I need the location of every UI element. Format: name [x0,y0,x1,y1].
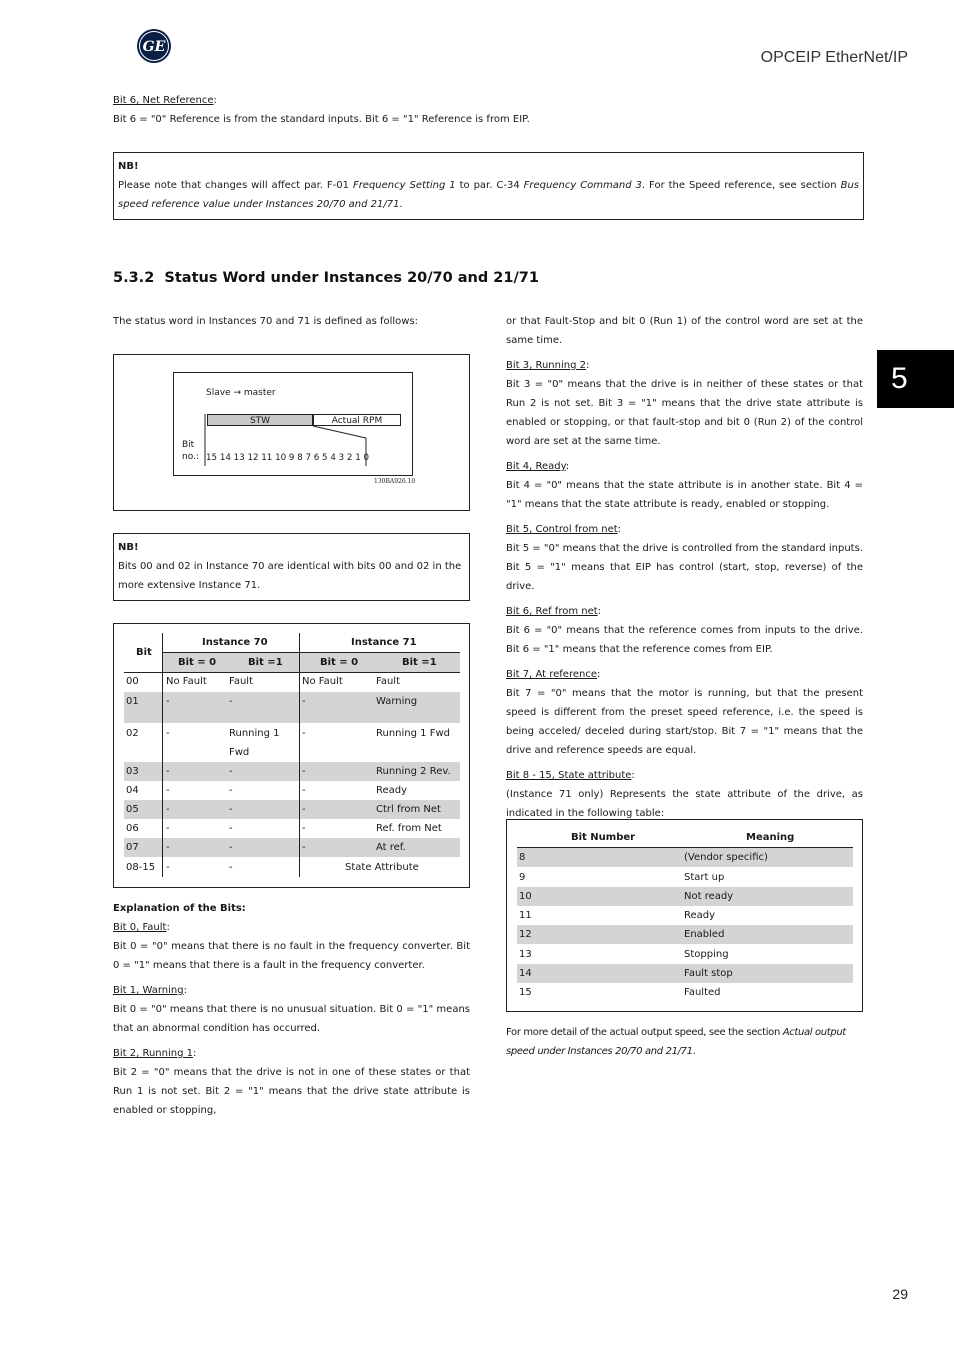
cell-bit-number: 13 [519,949,532,960]
intro-text: The status word in Instances 70 and 71 is defined as follows: [113,316,419,327]
cell-bit: 01 [126,696,139,707]
cell-meaning: Enabled [684,929,725,940]
section-heading: 5.3.2 Status Word under Instances 20/70 and 21/71 [113,270,539,286]
continuation-text: or that Fault-Stop and bit 0 (Run 1) of the control word are set at the same time. [506,316,863,346]
bit0-text: Bit 0 = "0" means that there is no fault in the frequency converter. Bit 0 = "1" means that there is a fault in the frequency converter. [113,941,470,971]
cell: Ref. from Net [376,823,442,834]
bit5-text: Bit 5 = "0" means that the drive is controlled from the standard inputs. Bit 5 = "1" means that EIP has control (start, stop, reverse) of the drive. [506,543,863,592]
bit2-text: Bit 2 = "0" means that the drive is not in one of these states or that Run 1 is not set. Bit 2 = "1" means that the drive state attribute is enabled or stopping, [113,1067,470,1116]
bit5-heading: Bit 5, Control from net: [506,524,622,535]
cell: Fault [376,676,400,687]
stw-box: STW [207,414,313,426]
cell-meaning: Ready [684,910,716,921]
cell-meaning: Not ready [684,891,734,902]
table-row [517,906,853,925]
table-row [124,800,460,819]
bit-number-header: Bit Number [571,832,636,843]
cell: - [229,823,233,834]
bit6-net-reference-text: Bit 6 = "0" Reference is from the standard inputs. Bit 6 = "1" Reference is from EIP. [113,114,530,125]
cell: - [166,696,170,707]
cell-bit-number: 10 [519,891,532,902]
sub-header: Bit = 0 [320,657,359,668]
cell: - [229,766,233,777]
bit7-text: Bit 7 = "0" means that the motor is running, but that the present speed is different from the preset speed reference, i.e. the speed is being acceled/ deceled during start/stop. Bit 7 = "1" means that the drive and reference speeds are equal. [506,688,863,756]
table-row [517,964,853,983]
cell-bit: 05 [126,804,139,815]
cell: - [302,766,306,777]
sub-header: Bit =1 [402,657,437,668]
cell: - [229,862,233,873]
sub-header: Bit = 0 [178,657,217,668]
cell: - [302,842,306,853]
cell: Running 1 Fwd [376,728,450,739]
table-row [124,692,460,723]
cell: - [302,728,306,739]
cell: - [302,785,306,796]
cell: - [229,785,233,796]
table-row [124,838,460,857]
bit8-15-text: (Instance 71 only) Represents the state attribute of the drive, as indicated in the following table: [506,789,863,819]
cell: - [166,785,170,796]
bit2-heading: Bit 2, Running 1: [113,1048,197,1059]
instance71-header: Instance 71 [351,637,417,648]
svg-text:GE: GE [142,39,166,55]
cell: Running 1 [229,728,280,739]
table-row [124,724,460,762]
bit1-text: Bit 0 = "0" means that there is no unusual situation. Bit 0 = "1" means that an abnormal condition has occurred. [113,1004,470,1034]
cell: State Attribute [345,862,419,873]
cell: Warning [376,696,418,707]
bit3-heading: Bit 3, Running 2: [506,360,590,371]
table-row [124,858,460,878]
table-row [517,868,853,887]
cell: Ctrl from Net [376,804,441,815]
bit6-text: Bit 6 = "0" means that the reference comes from inputs to the drive. Bit 6 = "1" means that the reference comes from EIP. [506,625,863,655]
table-row [124,819,460,838]
cell: Fwd [229,747,250,758]
note-text: Bits 00 and 02 in Instance 70 are identical with bits 00 and 02 in the more extensive Instance 71. [118,561,462,591]
bit1-heading: Bit 1, Warning: [113,985,187,996]
cell-bit: 03 [126,766,139,777]
cell-meaning: Fault stop [684,968,733,979]
instance70-header: Instance 70 [202,637,268,648]
cell-meaning: Stopping [684,949,729,960]
bit6-heading: Bit 6, Ref from net: [506,606,602,617]
bit-no-label: no.: [182,452,199,462]
document-title: OPCEIP EtherNet/IP [760,49,908,66]
cell: Fault [229,676,253,687]
bit-numbers: 15 14 13 12 11 10 9 8 7 6 5 4 3 2 1 0 [206,453,370,463]
bit7-heading: Bit 7, At reference: [506,669,601,680]
table-row [124,672,460,692]
table-rule [163,652,460,653]
cell: - [229,842,233,853]
state-attribute-table [506,819,863,1012]
cell: - [302,823,306,834]
explanation-section [113,899,470,1120]
output-speed-note: For more detail of the actual output speed, see the section Actual output speed under Instances 20/70 and 21/71. [506,1027,846,1057]
bit-label: Bit [182,440,195,450]
bit4-text: Bit 4 = "0" means that the state attribute is in another state. Bit 4 = "1" means that the state attribute is ready, enabled or stopping. [506,480,863,510]
table-row [517,925,853,944]
cell-bit-number: 9 [519,872,526,883]
cell-bit: 00 [126,676,139,687]
table-rule [124,672,460,673]
table-rule [162,633,163,877]
bit-column-header: Bit [136,647,152,658]
cell-bit: 04 [126,785,139,796]
chapter-tab: 5 [877,350,954,408]
figure-diagram [173,372,413,476]
direction-label: Slave → master [206,388,276,398]
status-bit-table [113,623,470,888]
bit4-heading: Bit 4, Ready: [506,461,570,472]
note-label: NB! [118,542,139,553]
cell: - [166,823,170,834]
cell-meaning: Faulted [684,987,721,998]
actual-rpm-box: Actual RPM [313,414,401,426]
bit3-text: Bit 3 = "0" means that the drive is in neither of these states or that Run 2 is not set. Bit 3 = "1" means that the drive state attribute is enabled or stopping, or that fault-stop and bit 0 (Run 2) of the control word are set at the same time. [506,379,863,447]
meaning-header: Meaning [746,832,795,843]
table-row [124,781,460,800]
cell-bit-number: 12 [519,929,532,940]
cell: - [302,696,306,707]
table-row [517,887,853,906]
bit0-heading: Bit 0, Fault: [113,922,170,933]
cell: No Fault [166,676,207,687]
bit6-net-reference-heading: Bit 6, Net Reference: [113,95,217,106]
cell-bit-number: 8 [519,852,526,863]
cell-bit: 06 [126,823,139,834]
cell-bit-number: 14 [519,968,532,979]
note-box-1 [113,152,864,220]
cell: - [229,696,233,707]
cell: - [166,728,170,739]
table-row [517,945,853,964]
cell: - [229,804,233,815]
cell: - [302,804,306,815]
cell-bit-number: 11 [519,910,532,921]
right-column [506,312,863,823]
figure-code: 130BA926.10 [374,478,416,485]
cell: - [166,842,170,853]
cell: Running 2 Rev. [376,766,451,777]
cell-meaning: (Vendor specific) [684,852,768,863]
note-text: Please note that changes will affect par. F-01 Frequency Setting 1 to par. C-34 Frequency Command 3. For the Speed reference, see section Bus speed reference value under Instances 20/70 and 21/71. [118,180,860,210]
cell-bit: 07 [126,842,139,853]
ge-logo [136,28,172,64]
cell-meaning: Start up [684,872,725,883]
note-box-2 [113,533,470,601]
cell-bit-number: 15 [519,987,532,998]
explanation-heading: Explanation of the Bits: [113,903,246,914]
cell: - [166,766,170,777]
note-label: NB! [118,161,139,172]
bit8-15-heading: Bit 8 - 15, State attribute: [506,770,635,781]
table-row [124,762,460,781]
table-row [517,848,853,867]
table-row [517,983,853,1002]
cell: At ref. [376,842,406,853]
cell: Ready [376,785,408,796]
page-number: 29 [892,1286,908,1302]
status-word-figure [113,354,470,511]
sub-header: Bit =1 [248,657,283,668]
cell-bit: 08-15 [126,862,156,873]
cell-bit: 02 [126,728,139,739]
cell: No Fault [302,676,343,687]
cell: - [166,862,170,873]
cell: - [166,804,170,815]
table-rule [299,633,300,877]
